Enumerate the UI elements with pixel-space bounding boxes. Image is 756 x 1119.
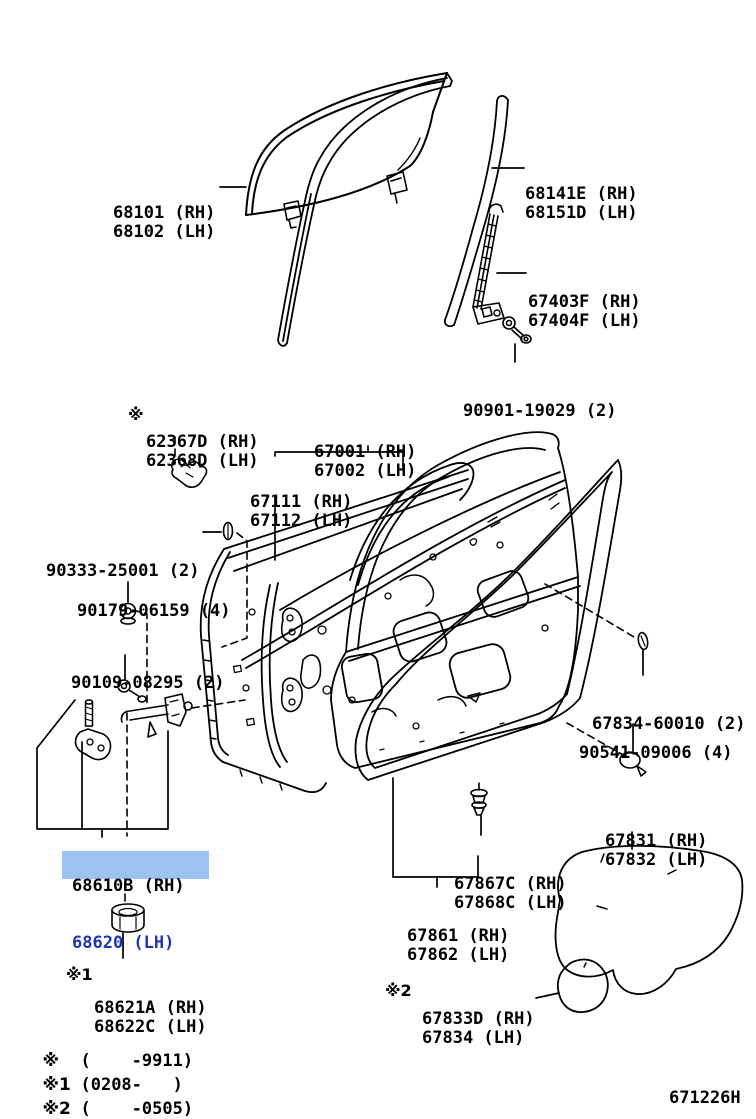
bolt-67834-glyph [637, 632, 649, 650]
pad-drawing [558, 960, 608, 1013]
part-label-nut-90179[interactable]: 90179-06159 (4) [77, 601, 231, 621]
screw-90333-glyph [224, 523, 233, 540]
part-label-screw-90333[interactable]: 90333-25001 (2) [46, 561, 200, 581]
part-label-rear-guide[interactable]: 67403F (RH) 67404F (LH) [528, 292, 641, 331]
door-glass-drawing [246, 73, 447, 228]
part-label-glass[interactable]: 68101 (RH) 68102 (LH) [113, 203, 216, 242]
front-run-channel-drawing [278, 73, 452, 346]
part-label-clip-62367[interactable]: 62367D (RH) 62368D (LH) [146, 432, 259, 471]
part-label-screw-90901[interactable]: 90901-19029 (2) [463, 401, 617, 421]
part-label-window-frame[interactable]: 67111 (RH) 67112 (LH) [250, 492, 353, 531]
part-label-run-channel[interactable]: 68141E (RH) 68151D (LH) [525, 184, 638, 223]
legend-symbol: ※2 [42, 1099, 71, 1119]
ref-mark-clip: ※ [128, 405, 144, 424]
part-label-bolt-67834[interactable]: 67834-60010 (2) [592, 714, 746, 734]
legend-range: (0208- ) [80, 1075, 183, 1095]
part-label-grommet[interactable]: 68621A (RH) 68622C (LH) [94, 998, 207, 1037]
legend-symbol: ※1 [42, 1075, 71, 1095]
diagram-code: 671226H [669, 1088, 741, 1108]
part-label-weatherstrip[interactable]: 67861 (RH) 67862 (LH) [407, 926, 510, 965]
part-label-cover[interactable]: 67831 (RH) 67832 (LH) [605, 831, 708, 870]
clip-67867-glyph [471, 783, 487, 815]
legend-range: ( -0505) [80, 1099, 194, 1119]
bolt-90901-glyph [503, 317, 531, 343]
rear-guide-drawing [473, 204, 504, 324]
legend-range: ( -9911) [80, 1051, 194, 1071]
ref-mark-grommet: ※1 [66, 965, 93, 984]
ref-mark-pad: ※2 [385, 981, 412, 1000]
door-hinge-glyph [76, 729, 111, 760]
part-label-door-panel[interactable]: 67001 (RH) 67002 (LH) [314, 442, 417, 481]
selected-part-number: 68620 (LH) [72, 933, 175, 953]
legend-row-2 [22, 1079, 193, 1119]
part-label-screw-90541[interactable]: 90541-09006 (4) [579, 743, 733, 763]
part-label-clip-67867[interactable]: 67867C (RH) 67868C (LH) [454, 874, 567, 913]
legend-symbol: ※ [42, 1051, 60, 1071]
part-label-pad[interactable]: 67833D (RH) 67834 (LH) [422, 1009, 535, 1048]
part-label-bolt-90109[interactable]: 90109-08295 (2) [71, 673, 225, 693]
part-label-door-check[interactable]: 68610B (RH) 68620 (LH) [72, 876, 185, 953]
